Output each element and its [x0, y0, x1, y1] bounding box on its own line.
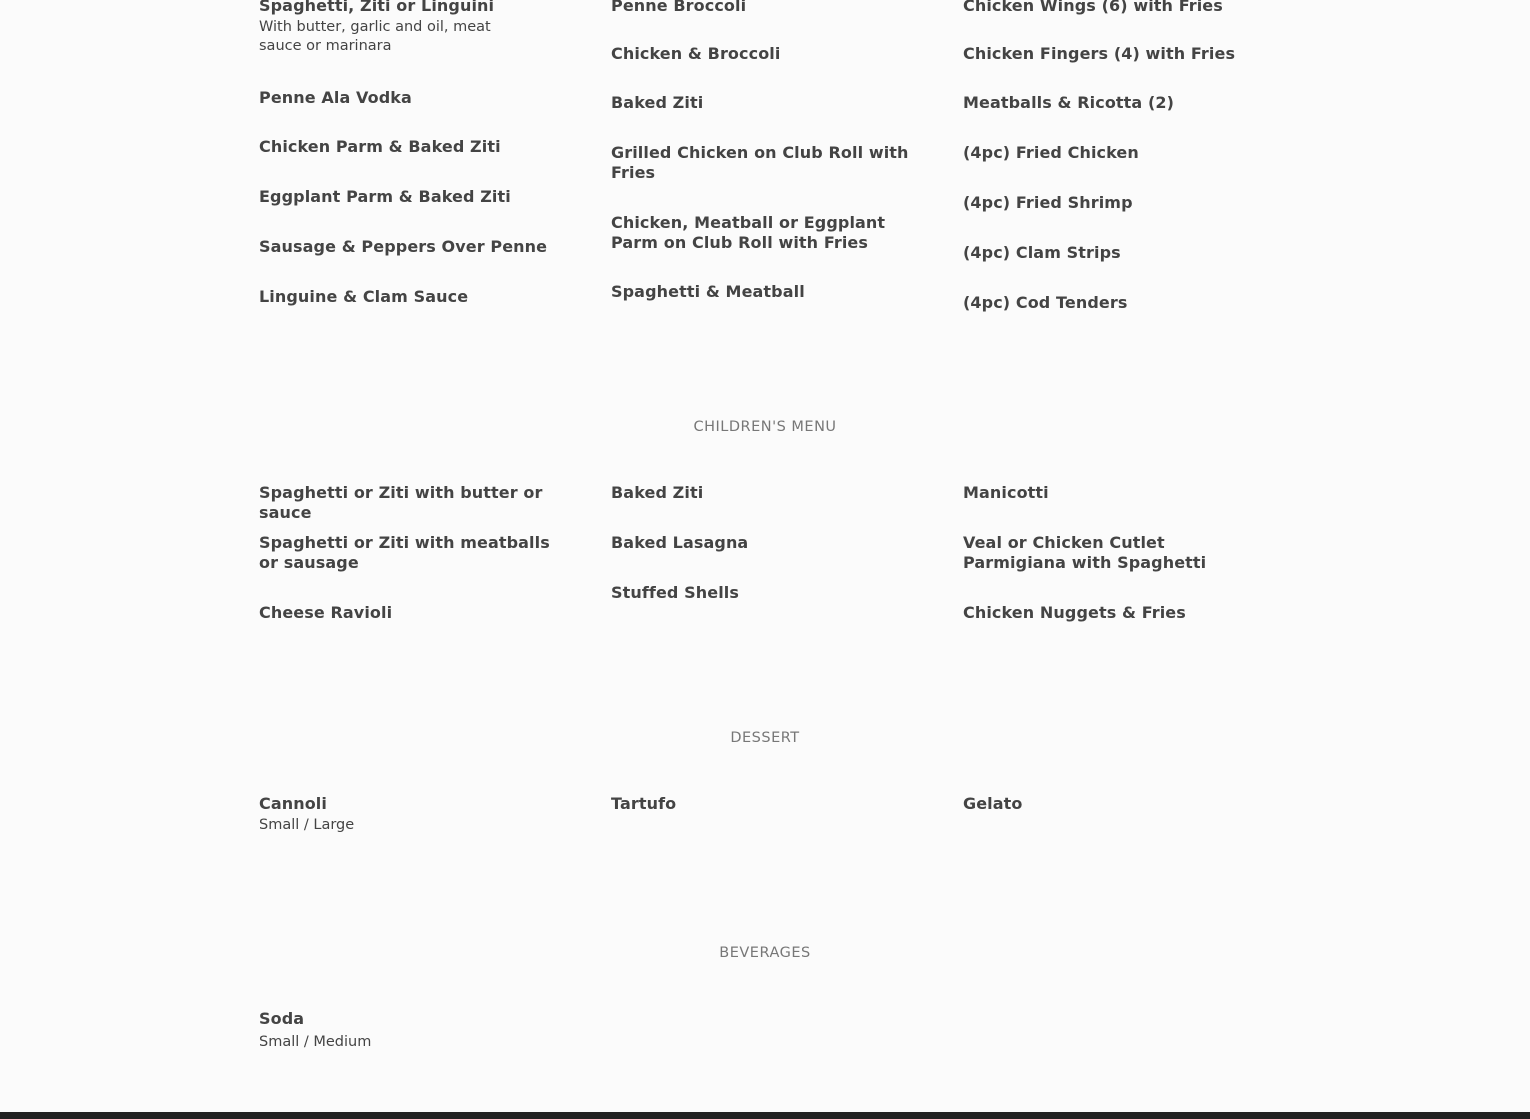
menu-item-name: Cheese Ravioli — [259, 603, 393, 622]
section-title-beverages: BEVERAGES — [719, 945, 811, 961]
menu-item-name: Spaghetti, Ziti or Linguini — [259, 0, 495, 15]
menu-item-name: Manicotti — [963, 483, 1049, 502]
menu-item-name: (4pc) Fried Shrimp — [963, 193, 1133, 212]
menu-item-name: (4pc) Fried Chicken — [963, 143, 1139, 162]
menu-item-name: Cannoli — [259, 794, 327, 813]
menu-item-description: Small / Large — [259, 817, 355, 833]
menu-item — [611, 93, 926, 113]
section-title-children: CHILDREN'S MENU — [693, 419, 837, 435]
menu-item — [963, 143, 1263, 163]
menu-item-name: Spaghetti & Meatball — [611, 282, 805, 301]
menu-item-name: Penne Broccoli — [611, 0, 747, 15]
menu-item-name: Chicken Nuggets & Fries — [963, 603, 1186, 622]
menu-item-name: Grilled Chicken on Club Roll with Fries — [611, 143, 909, 182]
menu-item — [611, 44, 926, 64]
menu-item-name: Gelato — [963, 794, 1023, 813]
menu-item-name: Soda — [259, 1009, 305, 1028]
menu-item-name: Baked Ziti — [611, 93, 704, 112]
menu-item — [611, 213, 931, 253]
menu-item — [259, 1009, 579, 1052]
menu-item-name: Spaghetti or Ziti with butter or sauce — [259, 483, 543, 522]
menu-item — [611, 282, 926, 302]
menu-item-name: (4pc) Clam Strips — [963, 243, 1121, 262]
menu-item — [259, 237, 579, 257]
menu-item — [611, 0, 926, 16]
footer-bar — [0, 1112, 1530, 1119]
menu-item-name: Linguine & Clam Sauce — [259, 287, 469, 306]
menu-item — [611, 794, 926, 814]
menu-item — [963, 293, 1263, 313]
menu-item-description: Small / Medium — [259, 1034, 372, 1050]
menu-item — [611, 583, 926, 603]
menu-item — [963, 243, 1263, 263]
menu-item — [963, 603, 1263, 623]
menu-item — [611, 533, 926, 553]
menu-item — [259, 137, 579, 157]
menu-item — [963, 193, 1263, 213]
menu-item — [259, 533, 564, 573]
menu-item — [963, 794, 1263, 814]
menu-item-name: Spaghetti or Ziti with meatballs or sausage — [259, 533, 550, 572]
menu-item — [963, 0, 1263, 16]
menu-item-name: Sausage & Peppers Over Penne — [259, 237, 548, 256]
menu-item — [259, 794, 579, 835]
menu-item — [259, 88, 579, 108]
menu-item — [963, 44, 1263, 64]
menu-item — [259, 0, 509, 56]
menu-item — [259, 287, 579, 307]
menu-item-name: Baked Ziti — [611, 483, 704, 502]
menu-item-name: (4pc) Cod Tenders — [963, 293, 1128, 312]
menu-item-name: Tartufo — [611, 794, 677, 813]
menu-item-name: Chicken & Broccoli — [611, 44, 781, 63]
menu-item-name: Chicken, Meatball or Eggplant Parm on Club Roll with Fries — [611, 213, 886, 252]
menu-item — [963, 93, 1263, 113]
menu-item — [259, 483, 589, 523]
menu-item-name: Veal or Chicken Cutlet Parmigiana with Spaghetti — [963, 533, 1207, 572]
menu-item — [259, 603, 579, 623]
menu-item — [611, 143, 911, 183]
menu-item — [259, 187, 579, 207]
menu-item-name: Chicken Parm & Baked Ziti — [259, 137, 501, 156]
menu-item — [963, 483, 1263, 503]
section-title-dessert: DESSERT — [730, 730, 800, 746]
menu-item-description: With butter, garlic and oil, meat sauce or marinara — [259, 19, 491, 54]
menu-item-name: Chicken Fingers (4) with Fries — [963, 44, 1236, 63]
menu-item — [611, 483, 926, 503]
menu-item-name: Stuffed Shells — [611, 583, 740, 602]
menu-item-name: Baked Lasagna — [611, 533, 749, 552]
menu-item-name: Chicken Wings (6) with Fries — [963, 0, 1223, 15]
menu-item-name: Meatballs & Ricotta (2) — [963, 93, 1175, 112]
menu-item — [963, 533, 1268, 573]
menu-item-name: Eggplant Parm & Baked Ziti — [259, 187, 511, 206]
menu-item-name: Penne Ala Vodka — [259, 88, 412, 107]
